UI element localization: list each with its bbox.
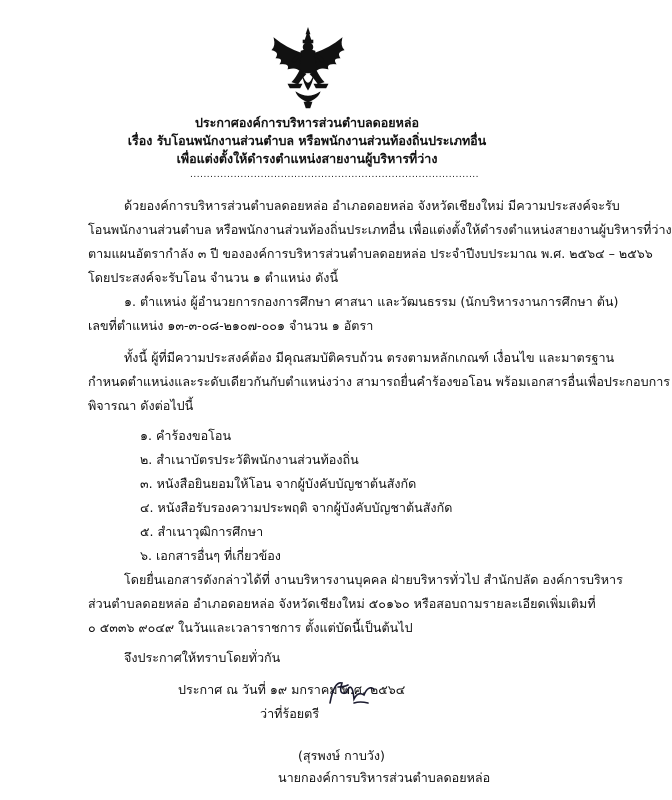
document-list-item: ๑. คำร้องขอโอน	[140, 428, 232, 443]
position-line: เลขที่ตำแหน่ง ๑๓-๓-๐๘-๒๑๐๗-๐๐๑ จำนวน ๑ อัตรา	[88, 318, 374, 333]
document-list-item: ๕. สำเนาวุฒิการศึกษา	[140, 524, 264, 539]
acting-rank: ว่าที่ร้อยตรี	[260, 706, 320, 721]
signer-name: (สุรพงษ์ กาบวัง)	[298, 748, 385, 763]
paragraph-line: ด้วยองค์การบริหารส่วนตำบลดอยหล่อ อำเภอดอยหล่อ จังหวัดเชียงใหม่ มีความประสงค์จะรับ	[124, 198, 620, 213]
paragraph-line: โดยประสงค์จะรับโอน จำนวน ๑ ตำแหน่ง ดังนี้	[88, 270, 339, 285]
signature-icon	[324, 673, 382, 713]
garuda-emblem-icon	[262, 26, 354, 112]
paragraph-line: ตามแผนอัตรากำลัง ๓ ปี ขององค์การบริหารส่วนตำบลดอยหล่อ ประจำปีงบประมาณ พ.ศ. ๒๕๖๔ – ๒๕๖๖	[88, 246, 653, 261]
document-list-item: ๔. หนังสือรับรองความประพฤติ จากผู้บังคับบัญชาต้นสังกัด	[140, 500, 453, 515]
announcement-title: ประกาศองค์การบริหารส่วนตำบลดอยหล่อ	[194, 115, 420, 130]
paragraph-line: กำหนดตำแหน่งและระดับเดียวกันกับตำแหน่งว่าง สามารถยื่นคำร้องขอโอน พร้อมเอกสารอื่นเพื่อประกอบการ	[88, 374, 671, 389]
announcement-subject: เรื่อง รับโอนพนักงานส่วนตำบล หรือพนักงานส่วนท้องถิ่นประเภทอื่น	[127, 133, 487, 148]
position-line: ๑. ตำแหน่ง ผู้อำนวยการกองการศึกษา ศาสนา และวัฒนธรรม (นักบริหารงานการศึกษา ต้น)	[124, 294, 619, 309]
header-separator: ......................................................................................	[190, 170, 480, 180]
document-list-item: ๒. สำเนาบัตรประวัติพนักงานส่วนท้องถิ่น	[140, 452, 359, 467]
signer-title: นายกองค์การบริหารส่วนตำบลดอยหล่อ	[278, 770, 491, 785]
paragraph-line: ส่วนตำบลดอยหล่อ อำเภอดอยหล่อ จังหวัดเชียงใหม่ ๕๐๑๖๐ หรือสอบถามรายละเอียดเพิ่มเติมที่	[88, 596, 596, 611]
paragraph-line: ทั้งนี้ ผู้ที่มีความประสงค์ต้อง มีคุณสมบัติครบถ้วน ตรงตามหลักเกณฑ์ เงื่อนไข และมาตรฐาน	[124, 350, 615, 365]
announcement-subject-cont: เพื่อแต่งตั้งให้ดำรงตำแหน่งสายงานผู้บริหารที่ว่าง	[176, 151, 438, 166]
paragraph-line: ๐ ๕๓๓๖ ๙๐๔๙ ในวันและเวลาราชการ ตั้งแต่บัดนี้เป็นต้นไป	[88, 620, 413, 635]
paragraph-line: โดยยื่นเอกสารดังกล่าวได้ที่ งานบริหารงานบุคคล ฝ่ายบริหารทั่วไป สำนักปลัด องค์การบริหาร	[124, 572, 623, 587]
paragraph-line: โอนพนักงานส่วนตำบล หรือพนักงานส่วนท้องถิ่นประเภทอื่น เพื่อแต่งตั้งให้ดำรงตำแหน่งสายงานผู้บริหารที่ว่าง	[88, 222, 672, 237]
paragraph-line: พิจารณา ดังต่อไปนี้	[88, 398, 194, 413]
document-list-item: ๓. หนังสือยินยอมให้โอน จากผู้บังคับบัญชาต้นสังกัด	[140, 476, 417, 491]
announcement-date: ประกาศ ณ วันที่ ๑๙ มกราคม พ.ศ. ๒๕๖๔	[178, 682, 406, 697]
closing-statement: จึงประกาศให้ทราบโดยทั่วกัน	[124, 650, 281, 665]
document-list-item: ๖. เอกสารอื่นๆ ที่เกี่ยวข้อง	[140, 548, 281, 563]
